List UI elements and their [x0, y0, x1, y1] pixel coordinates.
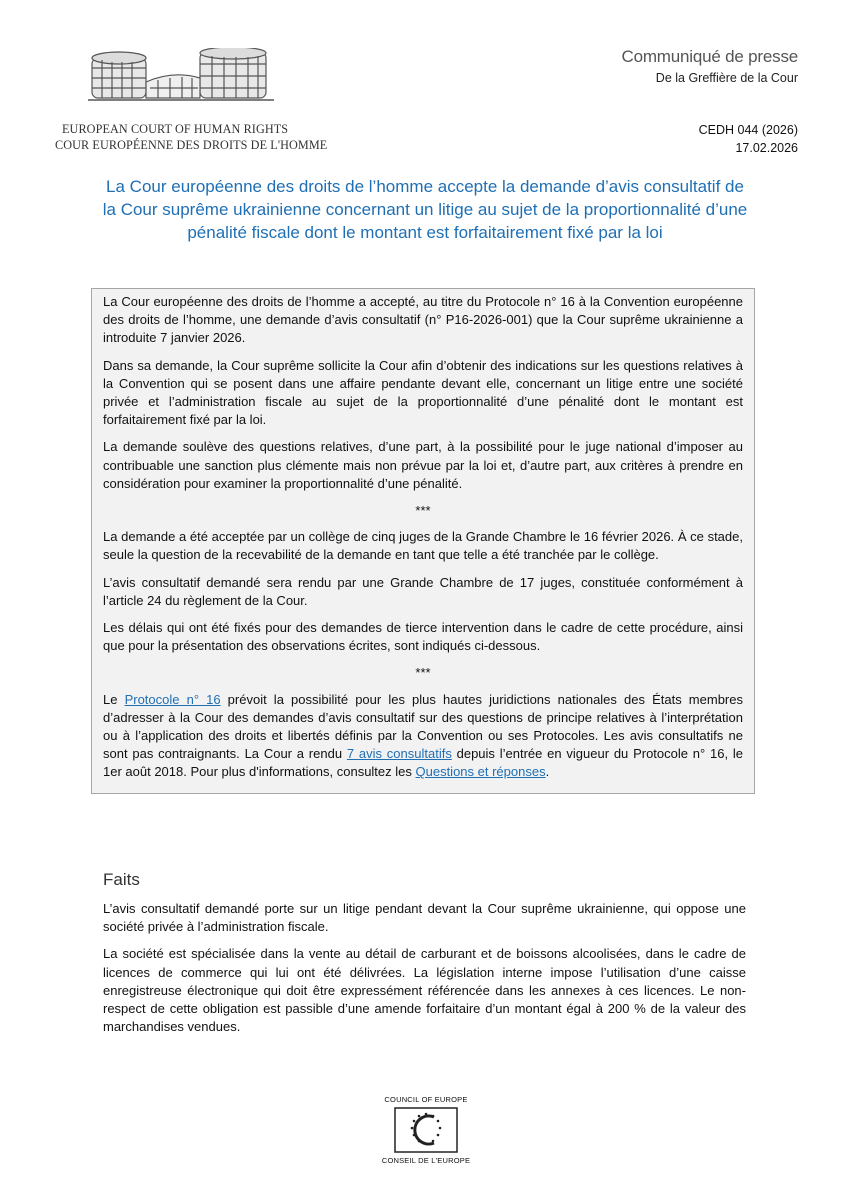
summary-paragraph: La Cour européenne des droits de l’homme a accepté, au titre du Protocole n° 16 à la Convention européenne des droits de l’homme, une demande d’avis consultatif (n° P16-2026-001) que la Cour suprême ukrainienne a introduite 7 janvier 2026.	[103, 294, 743, 346]
court-building-icon	[88, 48, 288, 112]
text-run: prévoit la possibilité pour les plus hautes juridictions nationales des États membres d’adresser à la Cour des demandes d’avis consultatif sur des questions de principe relatives à l’interprétation ou à l’application des droits et libertés définis par la Convention ou ses Protocoles. Les avis consultatifs ne sont pas contraignants. La Cour a rendu	[103, 691, 743, 762]
court-logo	[52, 48, 332, 152]
summary-box	[91, 288, 755, 794]
summary-paragraph: Dans sa demande, la Cour suprême sollicite la Cour afin d’obtenir des indications sur les questions relatives à la Convention qui se posent dans une affaire pendante devant elle, concernant un litige entre une société privée et l’administration fiscale au sujet de la proportionnalité d’une pénalité dont le montant est forfaitairement fixé par la loi.	[103, 357, 743, 428]
advisory-opinions-link[interactable]: 7 avis consultatifs	[346, 746, 452, 762]
council-of-europe-logo	[378, 1095, 474, 1165]
coe-name-fr: CONSEIL DE L'EUROPE	[381, 1156, 471, 1165]
questions-answers-link[interactable]: Questions et réponses	[415, 764, 546, 780]
reference-date: 17.02.2026	[735, 141, 798, 155]
separator-stars: ***	[415, 503, 431, 519]
section-title-faits: Faits	[103, 870, 140, 889]
summary-paragraph: La demande a été acceptée par un collège de cinq juges de la Grande Chambre le 16 février 2026. À ce stade, seule la question de la recevabilité de la demande en tant que telle a été tranchée par le collège.	[103, 529, 743, 563]
protocol-paragraph	[103, 691, 743, 782]
court-name-en: EUROPEAN COURT OF HUMAN RIGHTS	[62, 122, 289, 136]
faits-section	[103, 900, 746, 1045]
reference-block	[699, 121, 798, 157]
court-name-fr: COUR EUROPÉENNE DES DROITS DE L'HOMME	[55, 138, 328, 152]
coe-emblem-icon	[394, 1107, 458, 1153]
faits-paragraph: L’avis consultatif demandé porte sur un litige pendant devant la Cour suprême ukrainienne, qui oppose une société privée à l’administration fiscale.	[103, 901, 746, 935]
summary-paragraph: L’avis consultatif demandé sera rendu par une Grande Chambre de 17 juges, constituée conformément à l’article 24 du règlement de la Cour.	[103, 574, 743, 608]
faits-paragraph: La société est spécialisée dans la vente au détail de carburant et de boissons alcoolisées, dans le cadre de licences de commerce qui lui ont été délivrées. La législation interne impose l’utilisation d’une caisse enregistreuse électronique qui doit être expressément référencée dans les annexes à ces licences. Le non-respect de cette obligation est passible d’une amende forfaitaire d’un montant égal à 200 % de la valeur des marchandises vendues.	[103, 946, 746, 1035]
separator-stars: ***	[415, 665, 431, 681]
text-run: Le	[103, 691, 125, 707]
text-run: depuis l’entrée en vigueur du Protocole n° 16, le 1er août 2018. Pour plus d'informations, consultez les	[103, 746, 743, 780]
summary-paragraph: La demande soulève des questions relatives, d’une part, à la possibilité pour le juge national d’imposer au contribuable une sanction plus clémente mais non prévue par la loi et, d’autre part, aux critères à prendre en considération pour examiner la proportionnalité d’une pénalité.	[103, 439, 743, 491]
press-release-subtitle: De la Greffière de la Cour	[655, 71, 798, 85]
text-run: .	[545, 764, 550, 780]
reference-number: CEDH 044 (2026)	[698, 123, 798, 137]
protocol-16-link[interactable]: Protocole n° 16	[124, 691, 221, 707]
headline: La Cour européenne des droits de l’homme accepte la demande d’avis consultatif de la Cour suprême ukrainienne concernant un litige au sujet de la proportionnalité d’une pénalité fiscale dont le montant est forfaitairement fixé par la loi	[102, 177, 748, 242]
summary-paragraph: Les délais qui ont été fixés pour des demandes de tierce intervention dans le cadre de cette procédure, ainsi que pour la présentation des observations écrites, sont indiqués ci-dessous.	[103, 620, 743, 654]
press-release-title: Communiqué de presse	[621, 47, 798, 66]
coe-name-en: COUNCIL OF EUROPE	[384, 1095, 468, 1104]
